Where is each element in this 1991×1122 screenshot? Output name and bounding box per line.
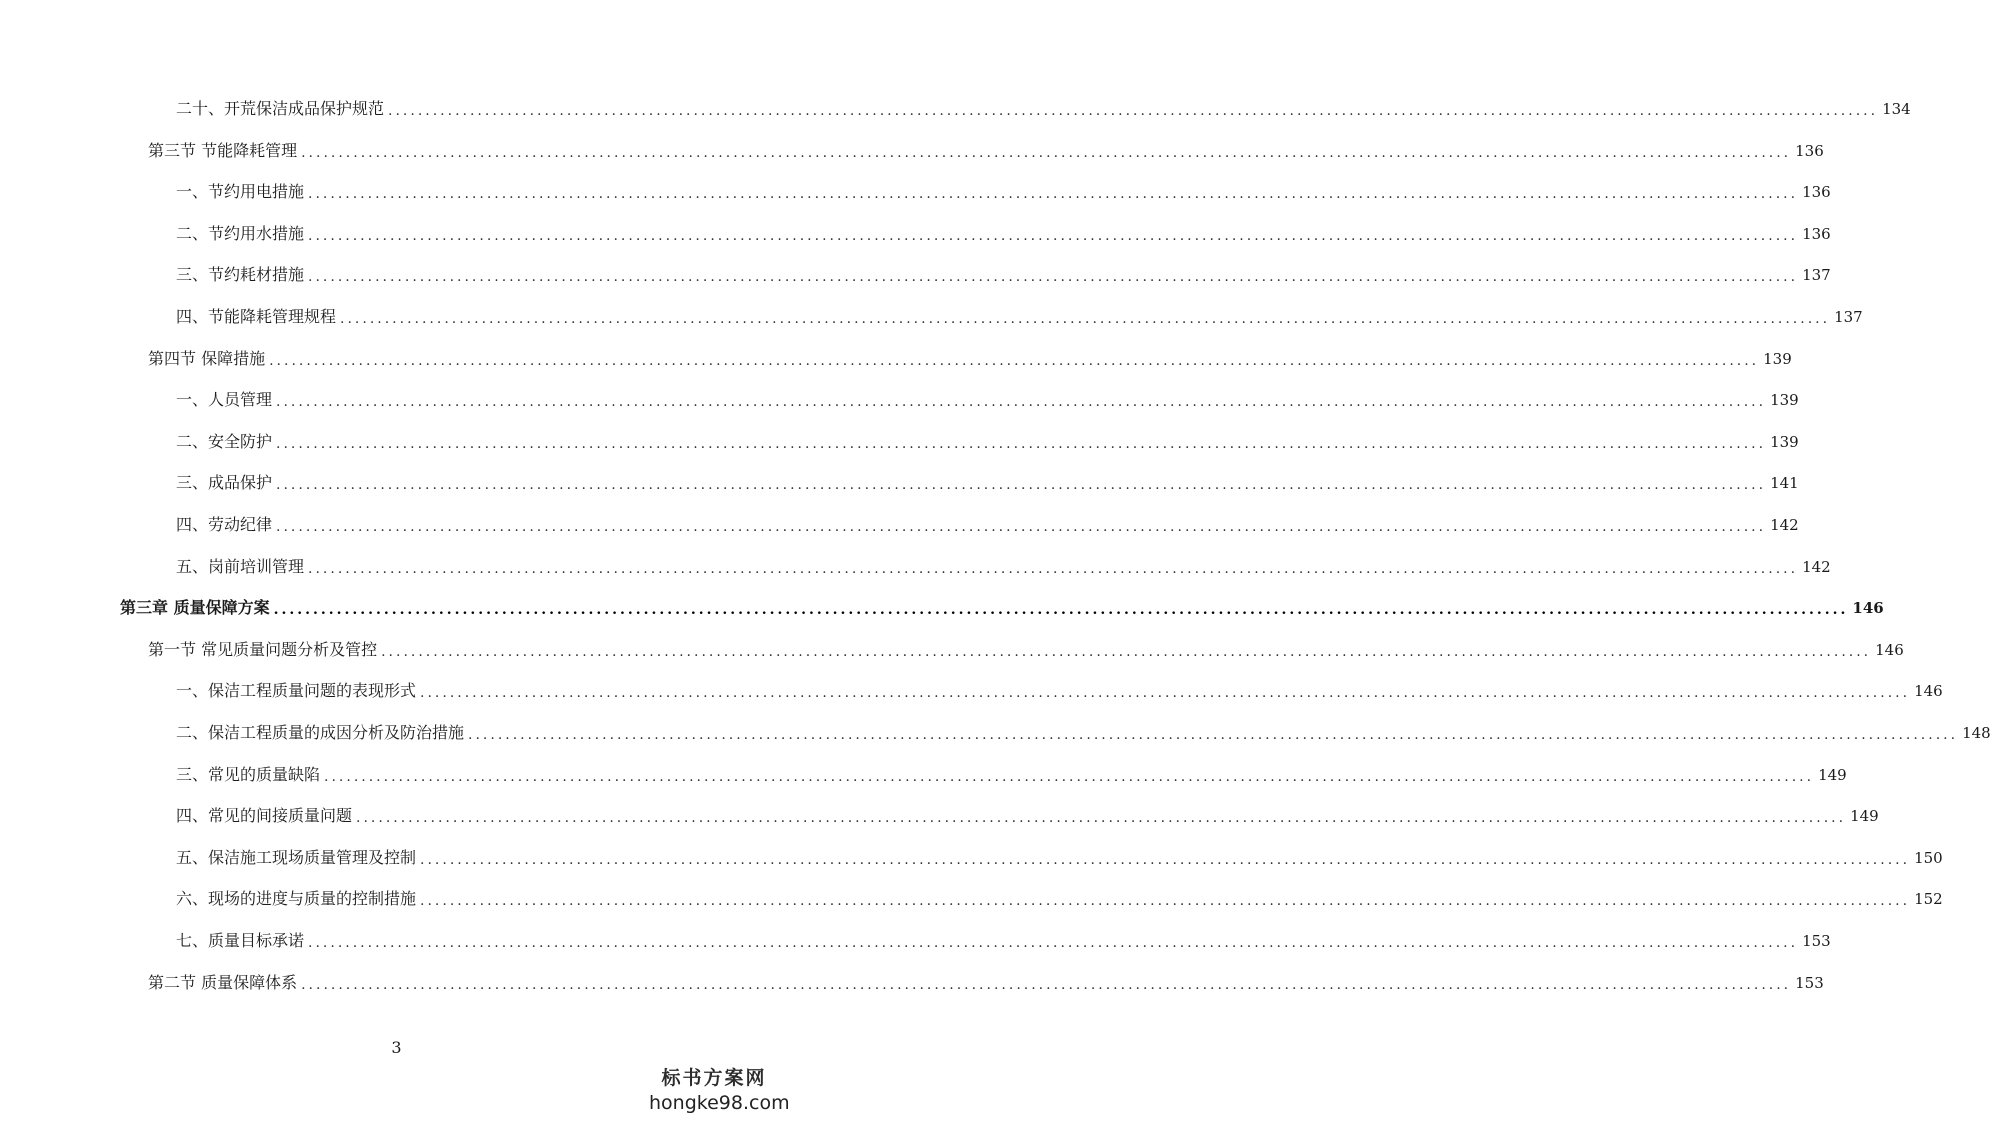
toc-leader-dots: ........................................................................................................................................................................................................ bbox=[420, 893, 1911, 910]
toc-leader-dots: ........................................................................................................................................................................................................ bbox=[468, 727, 1959, 743]
toc-leader-dots: ........................................................................................................................................................................................................ bbox=[420, 851, 1911, 868]
toc-leader-dots: ........................................................................................................................................................................................................ bbox=[356, 810, 1847, 827]
watermark-logo bbox=[649, 1065, 790, 1115]
toc-entry-label: 第三章 质量保障方案 bbox=[120, 598, 270, 618]
page-number: 3 bbox=[391, 1038, 402, 1057]
toc-leader-dots: ........................................................................................................................................................................................................ bbox=[308, 269, 1799, 286]
toc-leader-dots: ........................................................................................................................................................................................................ bbox=[420, 685, 1911, 702]
toc-entry-page: 146 bbox=[1914, 682, 1943, 701]
toc-subsection-entry[interactable] bbox=[176, 762, 1847, 788]
toc-subsection-entry[interactable] bbox=[176, 720, 1991, 746]
toc-entry-label: 七、质量目标承诺 bbox=[176, 931, 305, 950]
toc-entry-page: 153 bbox=[1802, 932, 1831, 950]
toc-leader-dots: ........................................................................................................................................................................................................ bbox=[273, 602, 1849, 619]
toc-entry-page: 150 bbox=[1914, 848, 1943, 867]
toc-subsection-entry[interactable] bbox=[176, 803, 1879, 829]
toc-leader-dots: ........................................................................................................................................................................................................ bbox=[308, 227, 1799, 244]
toc-entry-page: 146 bbox=[1875, 640, 1904, 659]
watermark-url: hongke98.com bbox=[649, 1092, 790, 1114]
toc-subsection-entry[interactable] bbox=[176, 429, 1799, 455]
toc-leader-dots: ........................................................................................................................................................................................................ bbox=[269, 352, 1760, 369]
toc-subsection-entry[interactable] bbox=[176, 845, 1943, 871]
toc-entry-page: 134 bbox=[1882, 100, 1911, 118]
toc-entry-label: 第三节 节能降耗管理 bbox=[148, 140, 298, 160]
toc-leader-dots: ........................................................................................................................................................................................................ bbox=[276, 519, 1767, 535]
toc-entry-page: 142 bbox=[1770, 516, 1799, 534]
toc-entry-page: 139 bbox=[1770, 391, 1799, 410]
toc-section-entry[interactable] bbox=[148, 138, 1824, 164]
toc-leader-dots: ........................................................................................................................................................................................................ bbox=[308, 186, 1799, 203]
toc-leader-dots: ........................................................................................................................................................................................................ bbox=[276, 394, 1767, 411]
toc-entry-label: 二、安全防护 bbox=[176, 431, 273, 451]
toc-subsection-entry[interactable] bbox=[176, 96, 1911, 122]
toc-entry-page: 136 bbox=[1802, 183, 1831, 202]
toc-entry-label: 第四节 保障措施 bbox=[148, 348, 266, 368]
toc-leader-dots: ........................................................................................................................................................................................................ bbox=[276, 435, 1767, 452]
toc-leader-dots: ........................................................................................................................................................................................................ bbox=[324, 768, 1815, 785]
toc-leader-dots: ........................................................................................................................................................................................................ bbox=[301, 976, 1792, 993]
toc-entry-label: 六、现场的进度与质量的控制措施 bbox=[176, 889, 417, 909]
toc-subsection-entry[interactable] bbox=[176, 387, 1799, 413]
toc-entry-label: 第一节 常见质量问题分析及管控 bbox=[148, 639, 378, 659]
toc-entry-label: 一、节约用电措施 bbox=[176, 182, 305, 202]
toc-entry-page: 152 bbox=[1914, 890, 1943, 909]
toc-subsection-entry[interactable] bbox=[176, 928, 1831, 954]
toc-entry-label: 二十、开荒保洁成品保护规范 bbox=[176, 99, 385, 118]
toc-subsection-entry[interactable] bbox=[176, 886, 1943, 912]
toc-entry-page: 139 bbox=[1770, 432, 1799, 451]
toc-entry-label: 二、保洁工程质量的成因分析及防治措施 bbox=[176, 723, 465, 742]
toc-entry-label: 第二节 质量保障体系 bbox=[148, 972, 298, 992]
toc-entry-page: 137 bbox=[1834, 308, 1863, 326]
toc-entry-label: 一、人员管理 bbox=[176, 390, 273, 410]
toc-subsection-entry[interactable] bbox=[176, 554, 1831, 580]
toc-section-entry[interactable] bbox=[148, 970, 1824, 996]
watermark-name: 标书方案网 bbox=[661, 1067, 767, 1089]
toc-entry-page: 149 bbox=[1818, 765, 1847, 784]
toc-leader-dots: ........................................................................................................................................................................................................ bbox=[381, 643, 1872, 660]
toc-entry-label: 二、节约用水措施 bbox=[176, 223, 305, 243]
toc-entry-label: 四、劳动纪律 bbox=[176, 515, 273, 534]
toc-subsection-entry[interactable] bbox=[176, 221, 1831, 247]
toc-entry-page: 141 bbox=[1770, 474, 1799, 493]
toc-leader-dots: ........................................................................................................................................................................................................ bbox=[340, 311, 1831, 327]
toc-entry-label: 四、节能降耗管理规程 bbox=[176, 307, 337, 326]
toc-entry-label: 五、保洁施工现场质量管理及控制 bbox=[176, 847, 417, 867]
toc-entry-page: 149 bbox=[1850, 807, 1879, 826]
toc-entry-page: 146 bbox=[1852, 599, 1884, 618]
toc-leader-dots: ........................................................................................................................................................................................................ bbox=[276, 477, 1767, 494]
toc-chapter-entry[interactable] bbox=[120, 595, 1884, 621]
toc-entry-page: 142 bbox=[1802, 557, 1831, 576]
toc-leader-dots: ........................................................................................................................................................................................................ bbox=[301, 144, 1792, 161]
toc-entry-page: 137 bbox=[1802, 266, 1831, 285]
toc-entry-page: 153 bbox=[1795, 973, 1824, 992]
toc-subsection-entry[interactable] bbox=[176, 512, 1799, 538]
toc-entry-label: 五、岗前培训管理 bbox=[176, 556, 305, 576]
toc-leader-dots: ........................................................................................................................................................................................................ bbox=[308, 560, 1799, 577]
toc-subsection-entry[interactable] bbox=[176, 179, 1831, 205]
toc-entry-label: 四、常见的间接质量问题 bbox=[176, 806, 353, 826]
toc-leader-dots: ........................................................................................................................................................................................................ bbox=[308, 935, 1799, 951]
toc-entry-page: 139 bbox=[1763, 349, 1792, 368]
toc-entry-page: 136 bbox=[1802, 224, 1831, 243]
toc-leader-dots: ........................................................................................................................................................................................................ bbox=[388, 103, 1879, 119]
toc-entry-label: 三、成品保护 bbox=[176, 473, 273, 493]
toc-subsection-entry[interactable] bbox=[176, 262, 1831, 288]
toc-entry-page: 148 bbox=[1962, 724, 1991, 742]
toc-entry-label: 三、常见的质量缺陷 bbox=[176, 764, 321, 784]
toc-subsection-entry[interactable] bbox=[176, 470, 1799, 496]
toc-section-entry[interactable] bbox=[148, 637, 1904, 663]
toc-entry-label: 三、节约耗材措施 bbox=[176, 265, 305, 285]
toc-subsection-entry[interactable] bbox=[176, 304, 1863, 330]
toc-entry-label: 一、保洁工程质量问题的表现形式 bbox=[176, 681, 417, 701]
toc-subsection-entry[interactable] bbox=[176, 678, 1943, 704]
toc-section-entry[interactable] bbox=[148, 346, 1792, 372]
toc-entry-page: 136 bbox=[1795, 141, 1824, 160]
